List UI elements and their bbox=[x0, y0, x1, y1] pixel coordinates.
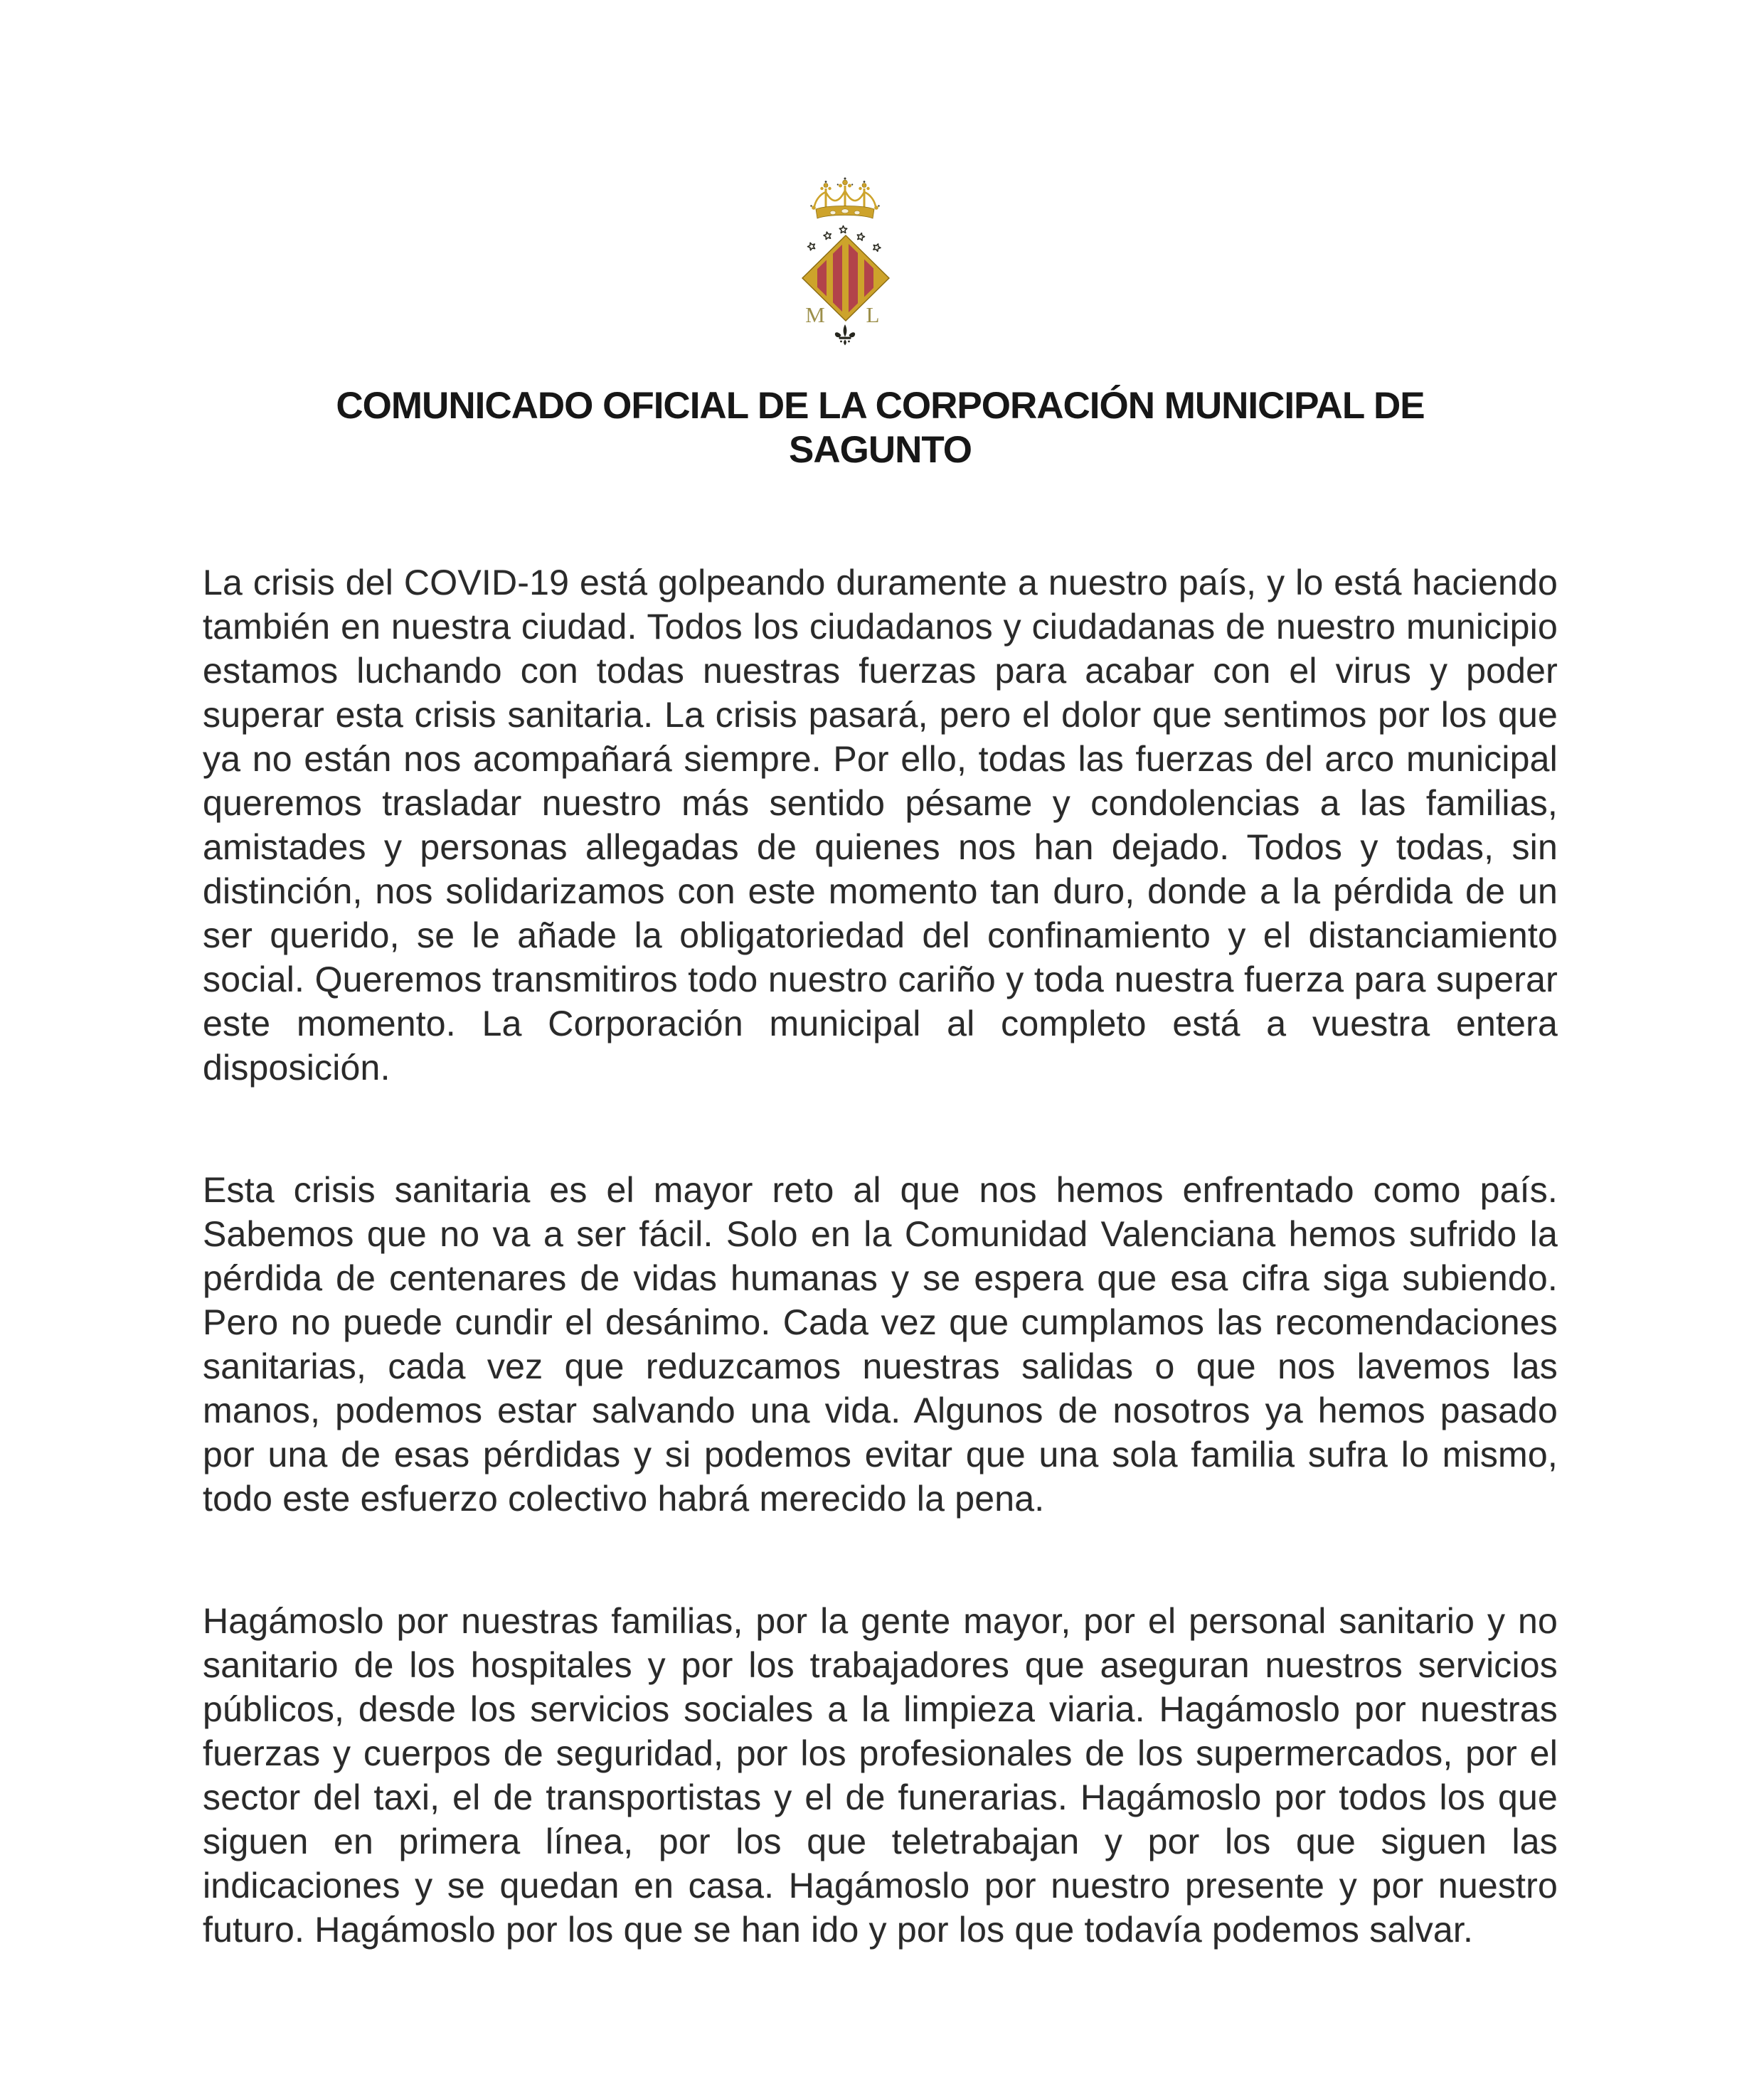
paragraph-condolences: La crisis del COVID-19 está golpeando duramente a nuestro país, y lo está haciendo también en nuestra ciudad. Todos los ciudadanos y ciudadanas de nuestro municipio estamos luchando con todas nuestras fuerzas para acabar con el virus y poder superar esta crisis sanitaria. La crisis pasará, pero el dolor que sentimos por los que ya no están nos acompañará siempre. Por ello, todas las fuerzas del arco municipal queremos trasladar nuestro más sentido pésame y condolencias a las familias, amistades y personas allegadas de quienes nos han dejado. Todos y todas, sin distinción, nos solidarizamos con este momento tan duro, donde a la pérdida de un ser querido, se le añade la obligatoriedad del confinamiento y el distanciamiento social. Queremos transmitiros todo nuestro cariño y toda nuestra fuerza para superar este momento. La Corporación municipal al completo está a vuestra entera disposición. bbox=[203, 563, 1558, 1088]
crest-letter-m: M bbox=[805, 302, 825, 327]
paragraph-challenge: Esta crisis sanitaria es el mayor reto al que nos hemos enfrentado como país. Sabemos que no va a ser fácil. Solo en la Comunidad Valenciana hemos sufrido la pérdida de centenares de vidas humanas y se espera que esa cifra siga subiendo. Pero no puede cundir el desánimo. Cada vez que cumplamos las recomendaciones sanitarias, cada vez que reduzcamos nuestras salidas o que nos lavemos las manos, podemos estar salvando una vida. Algunos de nosotros ya hemos pasado por una de esas pérdidas y si podemos evitar que una sola familia sufra lo mismo, todo este esfuerzo colectivo habrá merecido la pena. bbox=[203, 1170, 1558, 1519]
coat-of-arms-graphic bbox=[802, 176, 891, 347]
fleur-de-lis-icon bbox=[835, 324, 855, 346]
document-title-line-1: COMUNICADO OFICIAL DE LA CORPORACIÓN MUNICIPAL DE bbox=[336, 385, 1425, 427]
paragraph-call-to-action: Hagámoslo por nuestras familias, por la gente mayor, por el personal sanitario y no sanitario de los hospitales y por los trabajadores que aseguran nuestros servicios públicos, desde los servicios sociales a la limpieza viaria. Hagámoslo por nuestras fuerzas y cuerpos de seguridad, por los profesionales de los supermercados, por el sector del taxi, el de transportistas y el de funerarias. Hagámoslo por todos los que siguen en primera línea, por los que teletrabajan y por los que siguen las indicaciones y se quedan en casa. Hagámoslo por nuestro presente y por nuestro futuro. Hagámoslo por los que se han ido y por los que todavía podemos salvar. bbox=[203, 1601, 1558, 1950]
sagunto-coat-of-arms bbox=[802, 176, 891, 347]
document-body bbox=[203, 560, 1558, 1952]
crown-icon bbox=[810, 178, 879, 219]
crest-letter-l: L bbox=[866, 302, 880, 327]
document-title-line-2: SAGUNTO bbox=[788, 429, 972, 471]
document-title bbox=[203, 384, 1558, 472]
